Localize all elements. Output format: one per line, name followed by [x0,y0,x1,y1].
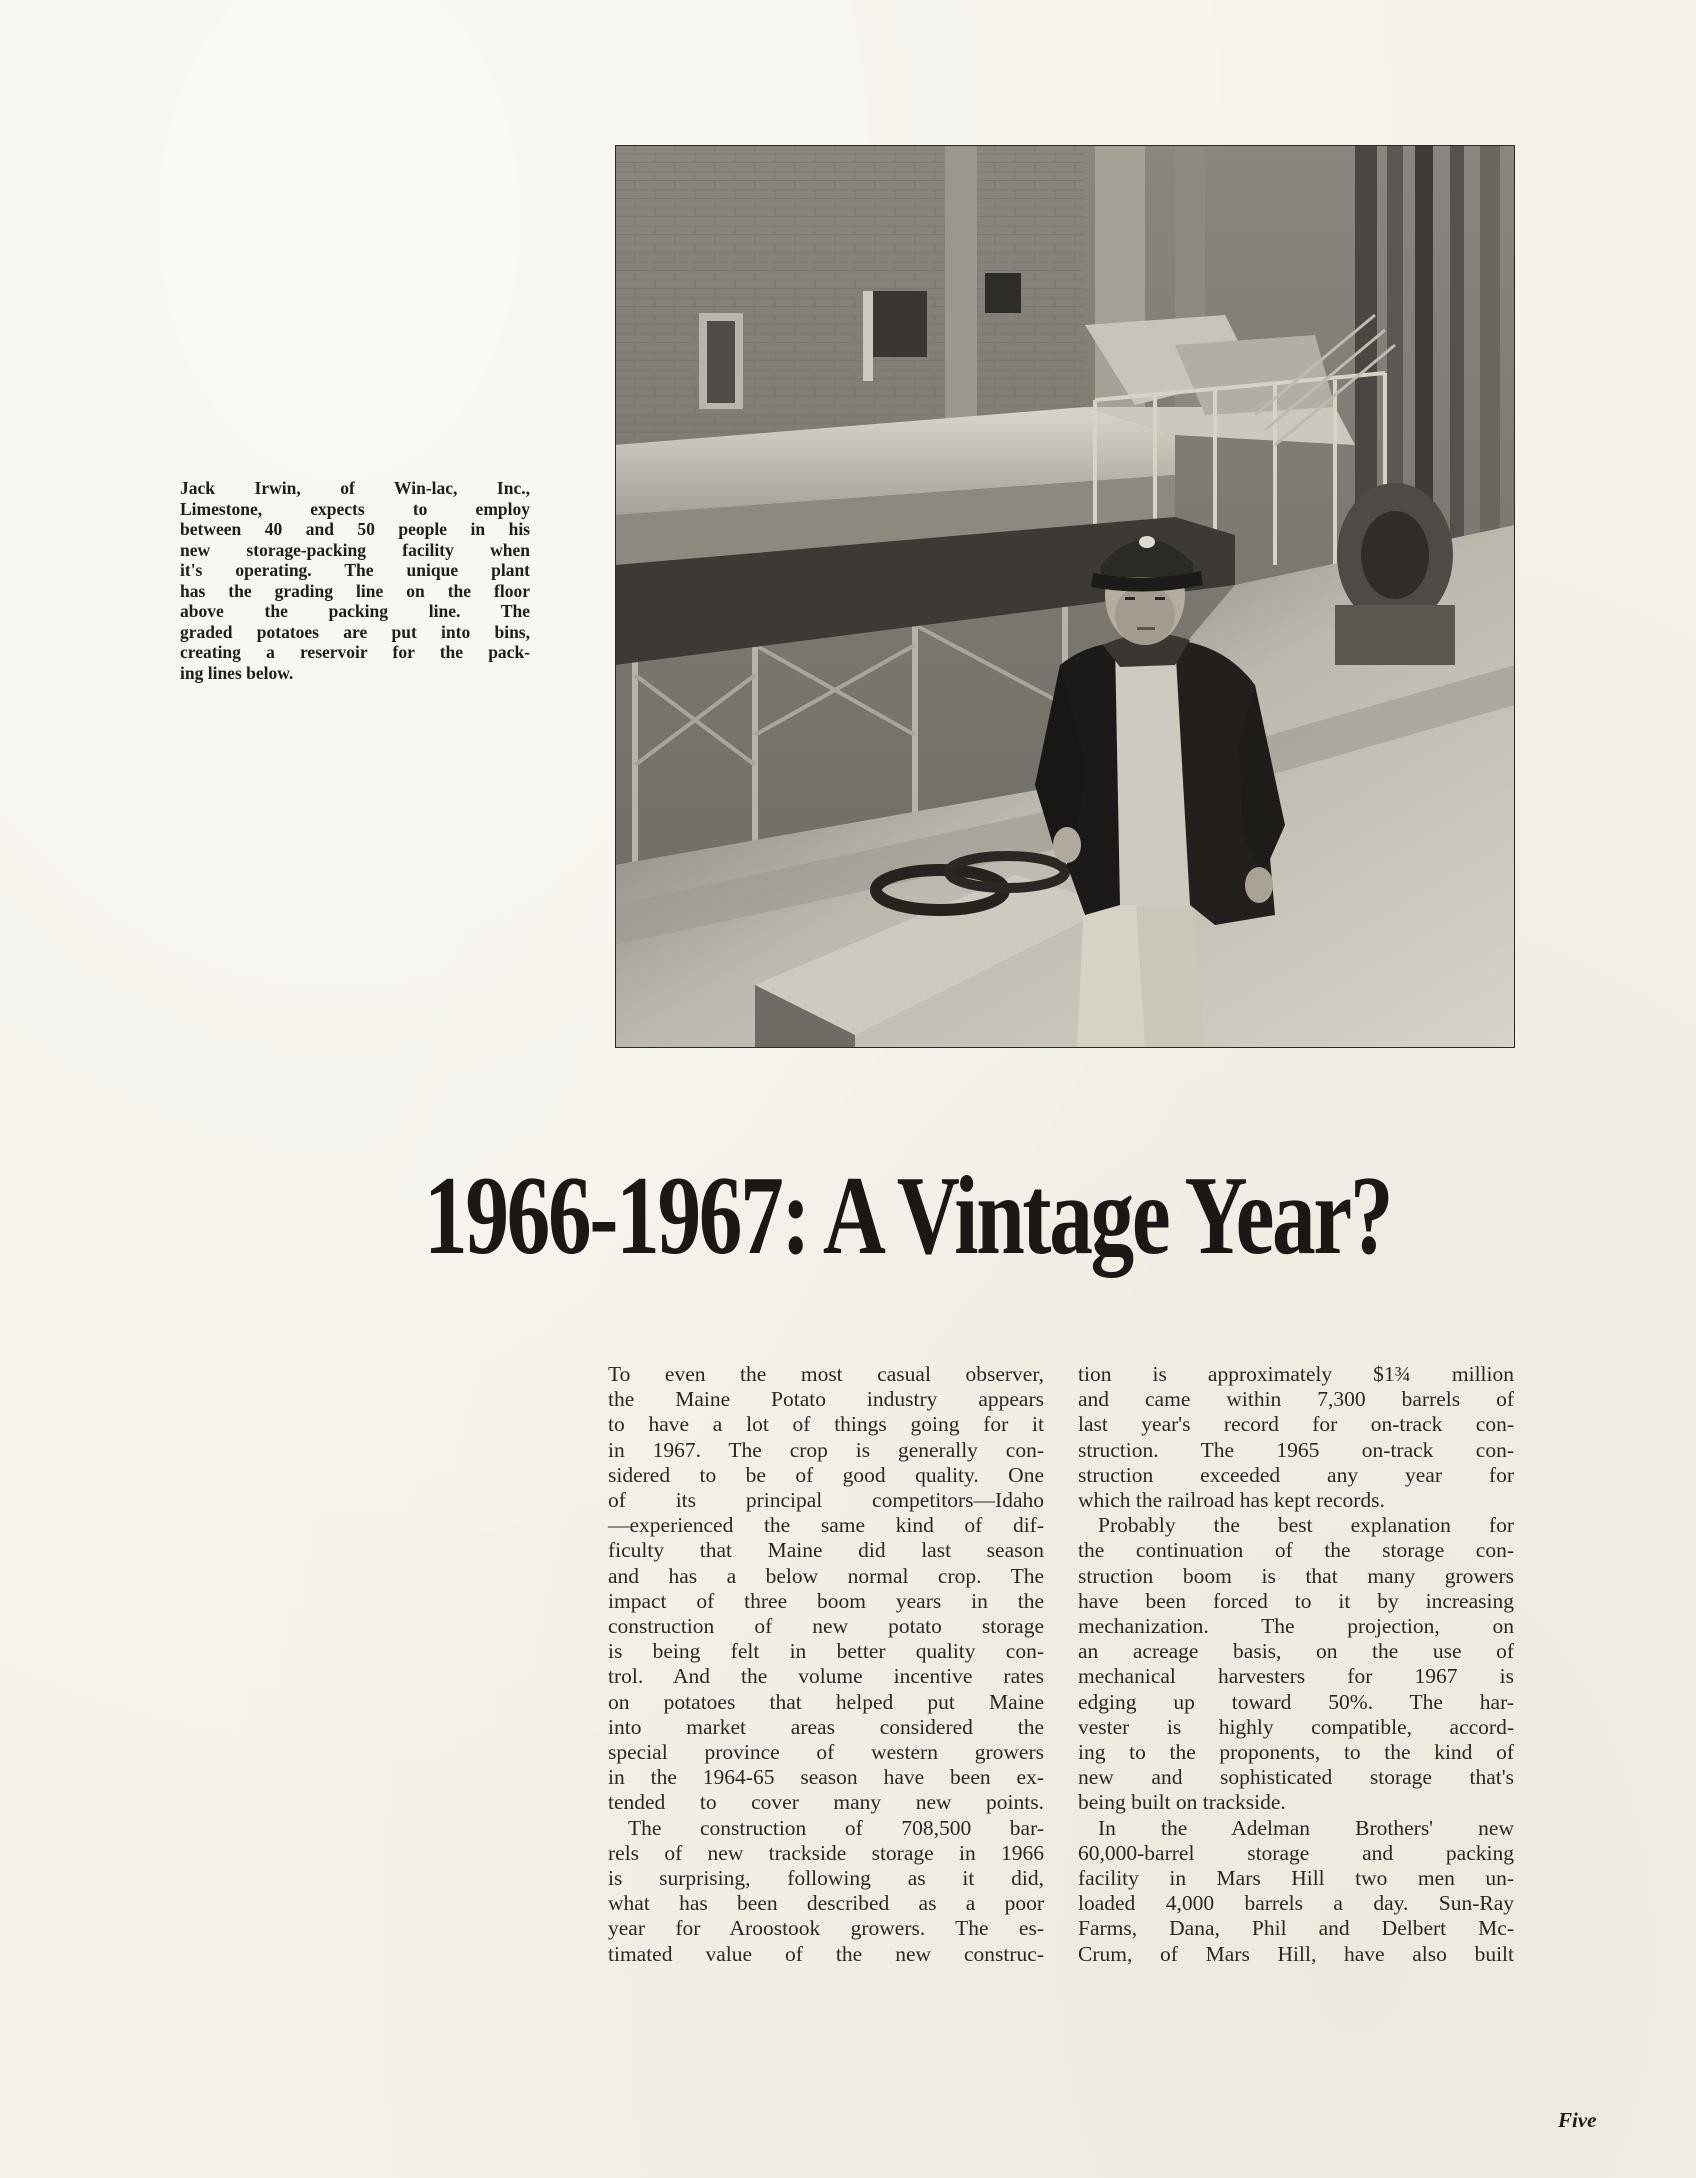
text-line: new and sophisticated storage that's [1078,1765,1514,1790]
text-line: into market areas considered the [608,1714,1044,1739]
paragraph-cont [608,1841,1044,1967]
text-line: Crum, of Mars Hill, have also built [1078,1941,1514,1966]
text-line: is being felt in better quality con- [608,1639,1044,1664]
text-line: year for Aroostook growers. The es- [608,1916,1044,1941]
text-line: ficulty that Maine did last season [608,1538,1044,1563]
text-line: vester is highly compatible, accord- [1078,1714,1514,1739]
text-line: Probably the best explanation for [1098,1513,1514,1538]
text-line: being built on trackside. [1078,1790,1286,1815]
article-column-right [1078,1362,1514,1967]
text-line: tended to cover many new points. [608,1790,1044,1815]
text-line: construction of new potato storage [608,1614,1044,1639]
caption-line: between 40 and 50 people in his [180,519,530,539]
text-line: and has a below normal crop. The [608,1563,1044,1588]
caption-line: Limestone, expects to employ [180,498,530,519]
text-line: The construction of 708,500 bar- [628,1815,1044,1840]
paragraph-cont [1078,1538,1514,1790]
text-line: 60,000-barrel storage and packing [1078,1840,1514,1865]
text-line: and came within 7,300 barrels of [1078,1387,1514,1412]
text-line: what has been described as a poor [608,1891,1044,1916]
paragraph [1078,1816,1514,1841]
text-line: struction boom is that many growers [1078,1563,1514,1588]
text-line: special province of western growers [608,1740,1044,1765]
text-line: Farms, Dana, Phil and Delbert Mc- [1078,1916,1514,1941]
text-line: impact of three boom years in the [608,1588,1044,1613]
text-line: sidered to be of good quality. One [608,1462,1044,1487]
text-line: is surprising, following as it did, [608,1866,1044,1891]
text-line: which the railroad has kept records. [1078,1488,1385,1513]
text-line: To even the most casual observer, [608,1362,1044,1386]
text-line: the continuation of the storage con- [1078,1538,1514,1563]
photo-caption [180,478,530,683]
text-line: In the Adelman Brothers' new [1098,1815,1514,1840]
headline: 1966-1967: A Vintage Year? [424,1154,1392,1278]
text-line: tion is approximately $1¾ million [1078,1362,1514,1386]
paragraph-cont [1078,1841,1514,1967]
text-line: facility in Mars Hill two men un- [1078,1866,1514,1891]
caption-line: creating a reservoir for the pack- [180,642,530,662]
caption-line: ing lines below. [180,662,294,683]
caption-line: graded potatoes are put into bins, [180,621,530,642]
photo-man-in-packing-facility [615,145,1515,1048]
caption-line: Jack Irwin, of Win-lac, Inc., [180,478,530,498]
paragraph [608,1816,1044,1841]
paragraph-end [1078,1790,1514,1815]
text-line: an acreage basis, on the use of [1078,1639,1514,1664]
paragraph [608,1362,1044,1816]
article-column-left [608,1362,1044,1967]
text-line: struction. The 1965 on-track con- [1078,1437,1514,1462]
text-line: struction exceeded any year for [1078,1462,1514,1487]
text-line: to have a lot of things going for it [608,1412,1044,1437]
text-line: ing to the proponents, to the kind of [1078,1740,1514,1765]
caption-line: above the packing line. The [180,601,530,621]
text-line: on potatoes that helped put Maine [608,1689,1044,1714]
text-line: in the 1964-65 season have been ex- [608,1765,1044,1790]
text-line: loaded 4,000 barrels a day. Sun-Ray [1078,1891,1514,1916]
text-line: of its principal competitors—Idaho [608,1488,1044,1513]
text-line: have been forced to it by increasing [1078,1588,1514,1613]
text-line: mechanization. The projection, on [1078,1614,1514,1639]
caption-line: has the grading line on the floor [180,580,530,601]
text-line: trol. And the volume incentive rates [608,1664,1044,1689]
caption-line: it's operating. The unique plant [180,560,530,580]
text-line: last year's record for on-track con- [1078,1412,1514,1437]
page-number: Five [1558,2108,1597,2132]
caption-line: new storage-packing facility when [180,539,530,560]
text-line: the Maine Potato industry appears [608,1387,1044,1412]
paragraph-end [1078,1488,1514,1513]
paragraph [1078,1362,1514,1488]
paragraph [1078,1513,1514,1538]
text-line: mechanical harvesters for 1967 is [1078,1664,1514,1689]
text-line: in 1967. The crop is generally con- [608,1437,1044,1462]
text-line: timated value of the new construc- [608,1941,1044,1966]
text-line: —experienced the same kind of dif- [608,1513,1044,1538]
text-line: edging up toward 50%. The har- [1078,1689,1514,1714]
text-line: rels of new trackside storage in 1966 [608,1840,1044,1865]
